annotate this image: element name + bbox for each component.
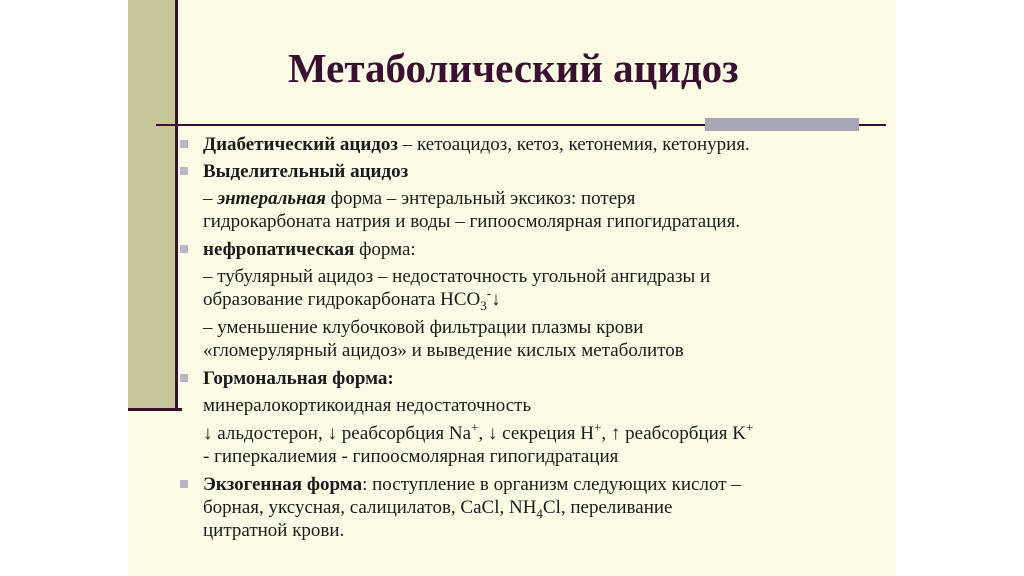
text-run: минералокортикоидная недостаточность	[203, 395, 532, 416]
left-bottom-rule	[128, 408, 182, 411]
text-run: цитратной крови.	[203, 520, 345, 541]
text-run: форма – энтеральный эксикоз: потеря	[325, 188, 636, 209]
text-run: «гломерулярный ацидоз» и выведение кислых метаболитов	[203, 340, 684, 361]
text-run: ↓	[491, 289, 501, 310]
text-run: Cl, переливание	[542, 497, 673, 518]
sub-item	[180, 187, 880, 233]
sub-item	[180, 419, 880, 468]
text-run: гидрокарбоната натрия и воды – гипоосмолярная гипогидратация.	[203, 211, 741, 232]
text-run: – тубулярный ацидоз – недостаточность угольной ангидразы и	[203, 266, 711, 287]
bullet-list	[180, 133, 880, 546]
text-run: +	[471, 419, 479, 435]
bullet-item	[180, 160, 880, 183]
text-run: Диабетический ацидоз	[203, 134, 399, 155]
text-run: +	[746, 419, 754, 435]
text-run: 4	[536, 505, 543, 521]
text-run: борная, уксусная, салицилатов, CaCl, NH	[203, 497, 537, 518]
text-run: образование гидрокарбоната HCO	[203, 289, 481, 310]
text-run: нефропатическая	[203, 239, 355, 260]
text-run: – уменьшение клубочковой фильтрации плазмы крови	[203, 317, 644, 338]
text-run: 3	[480, 297, 487, 313]
square-bullet-icon	[180, 480, 188, 488]
text-run: –	[203, 188, 218, 209]
square-bullet-icon	[180, 140, 188, 148]
text-run: – кетоацидоз, кетоз, кетонемия, кетонурия.	[398, 134, 750, 155]
title-accent-bar	[705, 118, 859, 131]
text-run: , ↑ реабсорбция K	[601, 423, 746, 444]
text-run: , ↓ секреция H	[478, 423, 594, 444]
square-bullet-icon	[180, 167, 188, 175]
text-run: -	[486, 285, 492, 301]
slide-title: Метаболический ацидоз	[288, 45, 739, 91]
sub-item	[180, 316, 880, 362]
text-run: энтеральная	[217, 188, 326, 209]
sub-item	[180, 265, 880, 311]
slide	[128, 0, 896, 576]
left-vertical-rule	[175, 0, 178, 410]
text-run: Гормональная форма:	[203, 368, 394, 389]
text-run: Экзогенная форма	[203, 474, 363, 495]
bullet-item	[180, 473, 880, 542]
text-run: Выделительный ацидоз	[203, 161, 409, 182]
bullet-item	[180, 133, 880, 156]
text-run: форма:	[354, 239, 416, 260]
text-run: +	[593, 419, 602, 435]
text-run: : поступление в организм следующих кислот –	[362, 474, 741, 495]
square-bullet-icon	[180, 374, 188, 382]
square-bullet-icon	[180, 245, 188, 253]
text-run: ↓ альдостерон, ↓ реабсорбция Na	[203, 423, 472, 444]
bullet-item	[180, 367, 880, 390]
sub-item	[180, 394, 880, 417]
left-decorative-band	[128, 0, 175, 410]
bullet-item	[180, 238, 880, 261]
text-run: - гиперкалиемия - гипоосмолярная гипогидратация	[203, 446, 619, 467]
